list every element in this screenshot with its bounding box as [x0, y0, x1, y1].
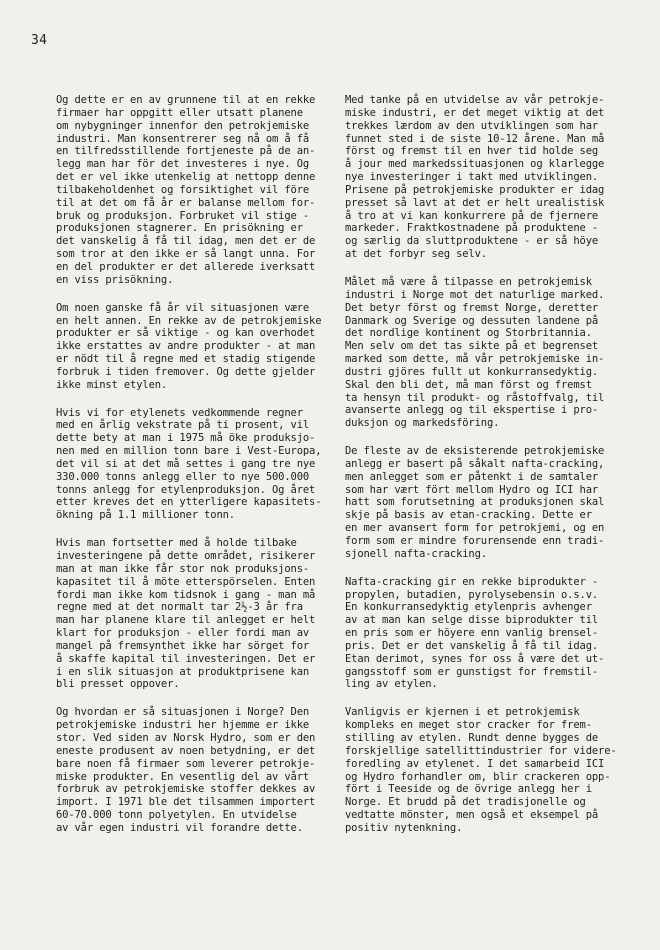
text-line: ökning på 1.1 millioner tonn. [56, 509, 235, 522]
text-line: avanserte anlegg og til ekspertise i pro- [345, 404, 599, 417]
text-line: Skal den bli det, må man först og fremst [345, 378, 592, 391]
text-line: som tror at den ikke er så langt unna. For [56, 248, 316, 261]
text-line: mangel på fremsynthet ikke har sörget for [56, 639, 310, 652]
text-line: tilbakeholdenhet og forsiktighet vil före [56, 183, 310, 196]
text-line: sjonell nafta-cracking. [345, 547, 487, 560]
text-line: gangsstoff som er gunstigst for fremstil- [345, 665, 599, 678]
text-line: å tro at vi kan konkurrere på de fjernere [345, 209, 599, 222]
text-line: positiv nytenkning. [345, 821, 463, 834]
text-line: av vår egen industri vil forandre dette. [56, 821, 303, 834]
text-line: men anlegget som er påtenkt i de samtaler [345, 470, 599, 483]
text-line: marked som dette, må vår petrokjemiske in- [345, 353, 605, 366]
text-line: en helt annen. En rekke av de petrokjemiske [56, 314, 322, 327]
text-line: tonns anlegg for etylenproduksjon. Og året [56, 483, 316, 496]
text-line: import. I 1971 ble det tilsammen importert [56, 796, 316, 809]
text-line: 330.000 tonns anlegg eller to nye 500.000 [56, 470, 310, 483]
text-line: markeder. Fraktkostnadene på produktene - [345, 222, 599, 235]
text-line: Etan derimot, synes for oss å være det ut- [345, 652, 605, 665]
text-line: bruk og produksjon. Forbruket vil stige - [56, 209, 310, 222]
text-line: Danmark og Sverige og dessuten landene på [345, 314, 599, 327]
text-line: ling av etylen. [345, 678, 438, 691]
text-line: nye investeringer i takt med utviklingen. [345, 171, 599, 184]
text-line: med en årlig vekstrate på ti prosent, vil [56, 419, 310, 432]
text-line: av at man kan selge disse biprodukter til [345, 614, 599, 627]
paragraph [345, 576, 621, 692]
text-line: en viss prisökning. [56, 273, 174, 286]
text-line: forbruk i tiden fremover. Og dette gjelder [56, 365, 316, 378]
text-line: ikke erstattes av andre produkter - at man [56, 340, 316, 353]
text-line: er nödt til å regne med et stadig stigende [56, 353, 316, 366]
text-line: 60-70.000 tonn polyetylen. En utvidelse [56, 809, 297, 822]
text-line: det nordlige kontinent og Storbritannia. [345, 327, 592, 340]
text-line: man at man ikke får stor nok produksjons- [56, 562, 310, 575]
text-line: etter kreves det en ytterligere kapasitets- [56, 496, 322, 509]
paragraph [56, 302, 328, 392]
text-line: en pris som er höyere enn vanlig brensel- [345, 627, 599, 640]
text-line: fört i Teeside og de övrige anlegg her i [345, 783, 592, 796]
text-line: Og dette er en av grunnene til at en rekke [56, 94, 316, 106]
text-line: dette bety at man i 1975 må öke produksjo- [56, 432, 316, 445]
paragraph [56, 94, 328, 287]
text-line: bare noen få firmaer som leverer petrokje- [56, 757, 316, 770]
text-line: og Hydro forhandler om, blir crackeren opp- [345, 770, 611, 783]
text-line: og særlig da sluttproduktene - er så höye [345, 235, 599, 248]
text-line: Prisene på petrokjemiske produkter er idag [345, 183, 605, 196]
text-line: til at det om få år er balanse mellom for- [56, 196, 316, 209]
text-line: å skaffe kapital til investeringen. Det er [56, 652, 316, 665]
text-line: at det forbyr seg selv. [345, 248, 487, 261]
text-line: form som er mindre forurensende enn tradi- [345, 535, 605, 547]
text-line: en tilfredsstillende fortjeneste på de an- [56, 145, 316, 158]
paragraph [56, 407, 328, 523]
text-line: trekkes lærdom av den utviklingen som har [345, 119, 599, 132]
text-line: först og fremst til en hver tid holde seg [345, 145, 599, 158]
text-line: bli presset oppover. [56, 678, 180, 691]
text-line: Vanligvis er kjernen i et petrokjemisk [345, 706, 580, 719]
text-line: miske produkter. En vesentlig del av vårt [56, 770, 310, 783]
text-line: Hvis vi for etylenets vedkommende regner [56, 406, 303, 419]
text-line: Målet må være å tilpasse en petrokjemisk [345, 275, 592, 288]
text-line: duksjon og markedsföring. [345, 417, 500, 430]
text-line: petrokjemiske industri her hjemme er ikke [56, 719, 310, 732]
text-line: det vanskelig å få til idag, men det er de [56, 235, 316, 248]
text-line: industri i Norge mot det naturlige marked. [345, 288, 605, 301]
text-line: Nafta-cracking gir en rekke biprodukter - [345, 575, 599, 588]
text-line: ta hensyn til produkt- og råstoffvalg, til [345, 391, 605, 404]
text-line: forskjellige satellittindustrier for videre- [345, 744, 617, 757]
paragraph [56, 706, 328, 834]
text-line: en mer avansert form for petrokjemi, og en [345, 522, 605, 535]
text-line: skje på basis av etan-cracking. Dette er [345, 509, 592, 522]
text-line: En konkurransedyktig etylenpris avhenger [345, 601, 592, 614]
paragraph [345, 445, 621, 561]
text-line: Med tanke på en utvidelse av vår petrokje- [345, 94, 605, 106]
text-line: forbruk av petrokjemiske stoffer dekkes av [56, 783, 316, 796]
text-line: nen med en million tonn bare i Vest-Europa, [56, 445, 322, 458]
text-line: stor. Ved siden av Norsk Hydro, som er den [56, 731, 316, 744]
text-line: stilling av etylen. Rundt denne bygges de [345, 731, 599, 744]
text-line: det vil si at det må settes i gang tre nye [56, 457, 316, 470]
text-line: en del produkter er det allerede iverksatt [56, 260, 316, 273]
text-line: Og hvordan er så situasjonen i Norge? Den [56, 706, 310, 719]
text-line: om nybygninger innenfor den petrokjemiske [56, 119, 310, 132]
left-column [56, 94, 328, 850]
text-line: som har vært fört mellom Hydro og ICI har [345, 483, 599, 496]
text-line: ikke minst etylen. [56, 378, 168, 391]
text-line: Det betyr först og fremst Norge, deretter [345, 301, 599, 314]
text-line: i en slik situasjon at produktprisene kan [56, 665, 310, 678]
text-line: fordi man ikke kom tidsnok i gang - man må [56, 588, 316, 601]
paragraph [345, 276, 621, 430]
text-line: hatt som forutsetning at produksjonen skal [345, 496, 605, 509]
text-line: miske industri, er det meget viktig at det [345, 106, 605, 119]
text-line: foredling av etylenet. I det samarbeid ICI [345, 757, 605, 770]
text-line: anlegg er basert på såkalt nafta-cracking, [345, 457, 605, 470]
text-line: De fleste av de eksisterende petrokjemiske [345, 445, 605, 458]
text-line: kompleks en meget stor cracker for frem- [345, 719, 592, 732]
text-line: Hvis man fortsetter med å holde tilbake [56, 537, 297, 550]
text-line: produksjonen stagnerer. En prisökning er [56, 222, 303, 235]
text-line: eneste produsent av noen betydning, er det [56, 744, 316, 757]
paragraph [56, 537, 328, 691]
text-line: å jour med markedssituasjonen og klarlegge [345, 158, 605, 171]
text-line: kapasitet til å möte etterspörselen. Enten [56, 575, 316, 588]
text-line: funnet sted i de siste 10-12 årene. Man må [345, 132, 605, 145]
paragraph [345, 706, 621, 834]
text-line: industri. Man konsentrerer seg nå om å få [56, 132, 310, 145]
text-line: presset så lavt at det er helt urealistisk [345, 196, 605, 209]
text-line: Men selv om det tas sikte på et begrenset [345, 340, 599, 353]
text-line: man har planene klare til anlegget er helt [56, 614, 316, 627]
text-line: pris. Det er det vanskelig å få til idag. [345, 639, 599, 652]
text-line: produkter er så viktige - og kan overhodet [56, 327, 316, 340]
text-line: vedtatte mönster, men også et eksempel på [345, 809, 599, 822]
text-line: investeringene på dette området, risikerer [56, 550, 316, 562]
text-line: dustri gjöres fullt ut konkurransedyktig. [345, 365, 599, 378]
text-line: det er vel ikke utenkelig at nettopp denne [56, 171, 316, 184]
text-line: Norge. Et brudd på det tradisjonelle og [345, 796, 586, 809]
text-line: regne med at det normalt tar 2½-3 år fra [56, 601, 303, 614]
text-line: klart for produksjon - eller fordi man av [56, 627, 310, 640]
right-column [345, 94, 621, 850]
text-line: firmaer har oppgitt eller utsatt planene [56, 106, 303, 119]
text-line: propylen, butadien, pyrolysebensin o.s.v. [345, 588, 599, 601]
page-number: 34 [31, 33, 48, 48]
text-line: Om noen ganske få år vil situasjonen være [56, 301, 310, 314]
paragraph [345, 94, 621, 261]
text-line: legg man har för det investeres i nye. Og [56, 158, 310, 171]
